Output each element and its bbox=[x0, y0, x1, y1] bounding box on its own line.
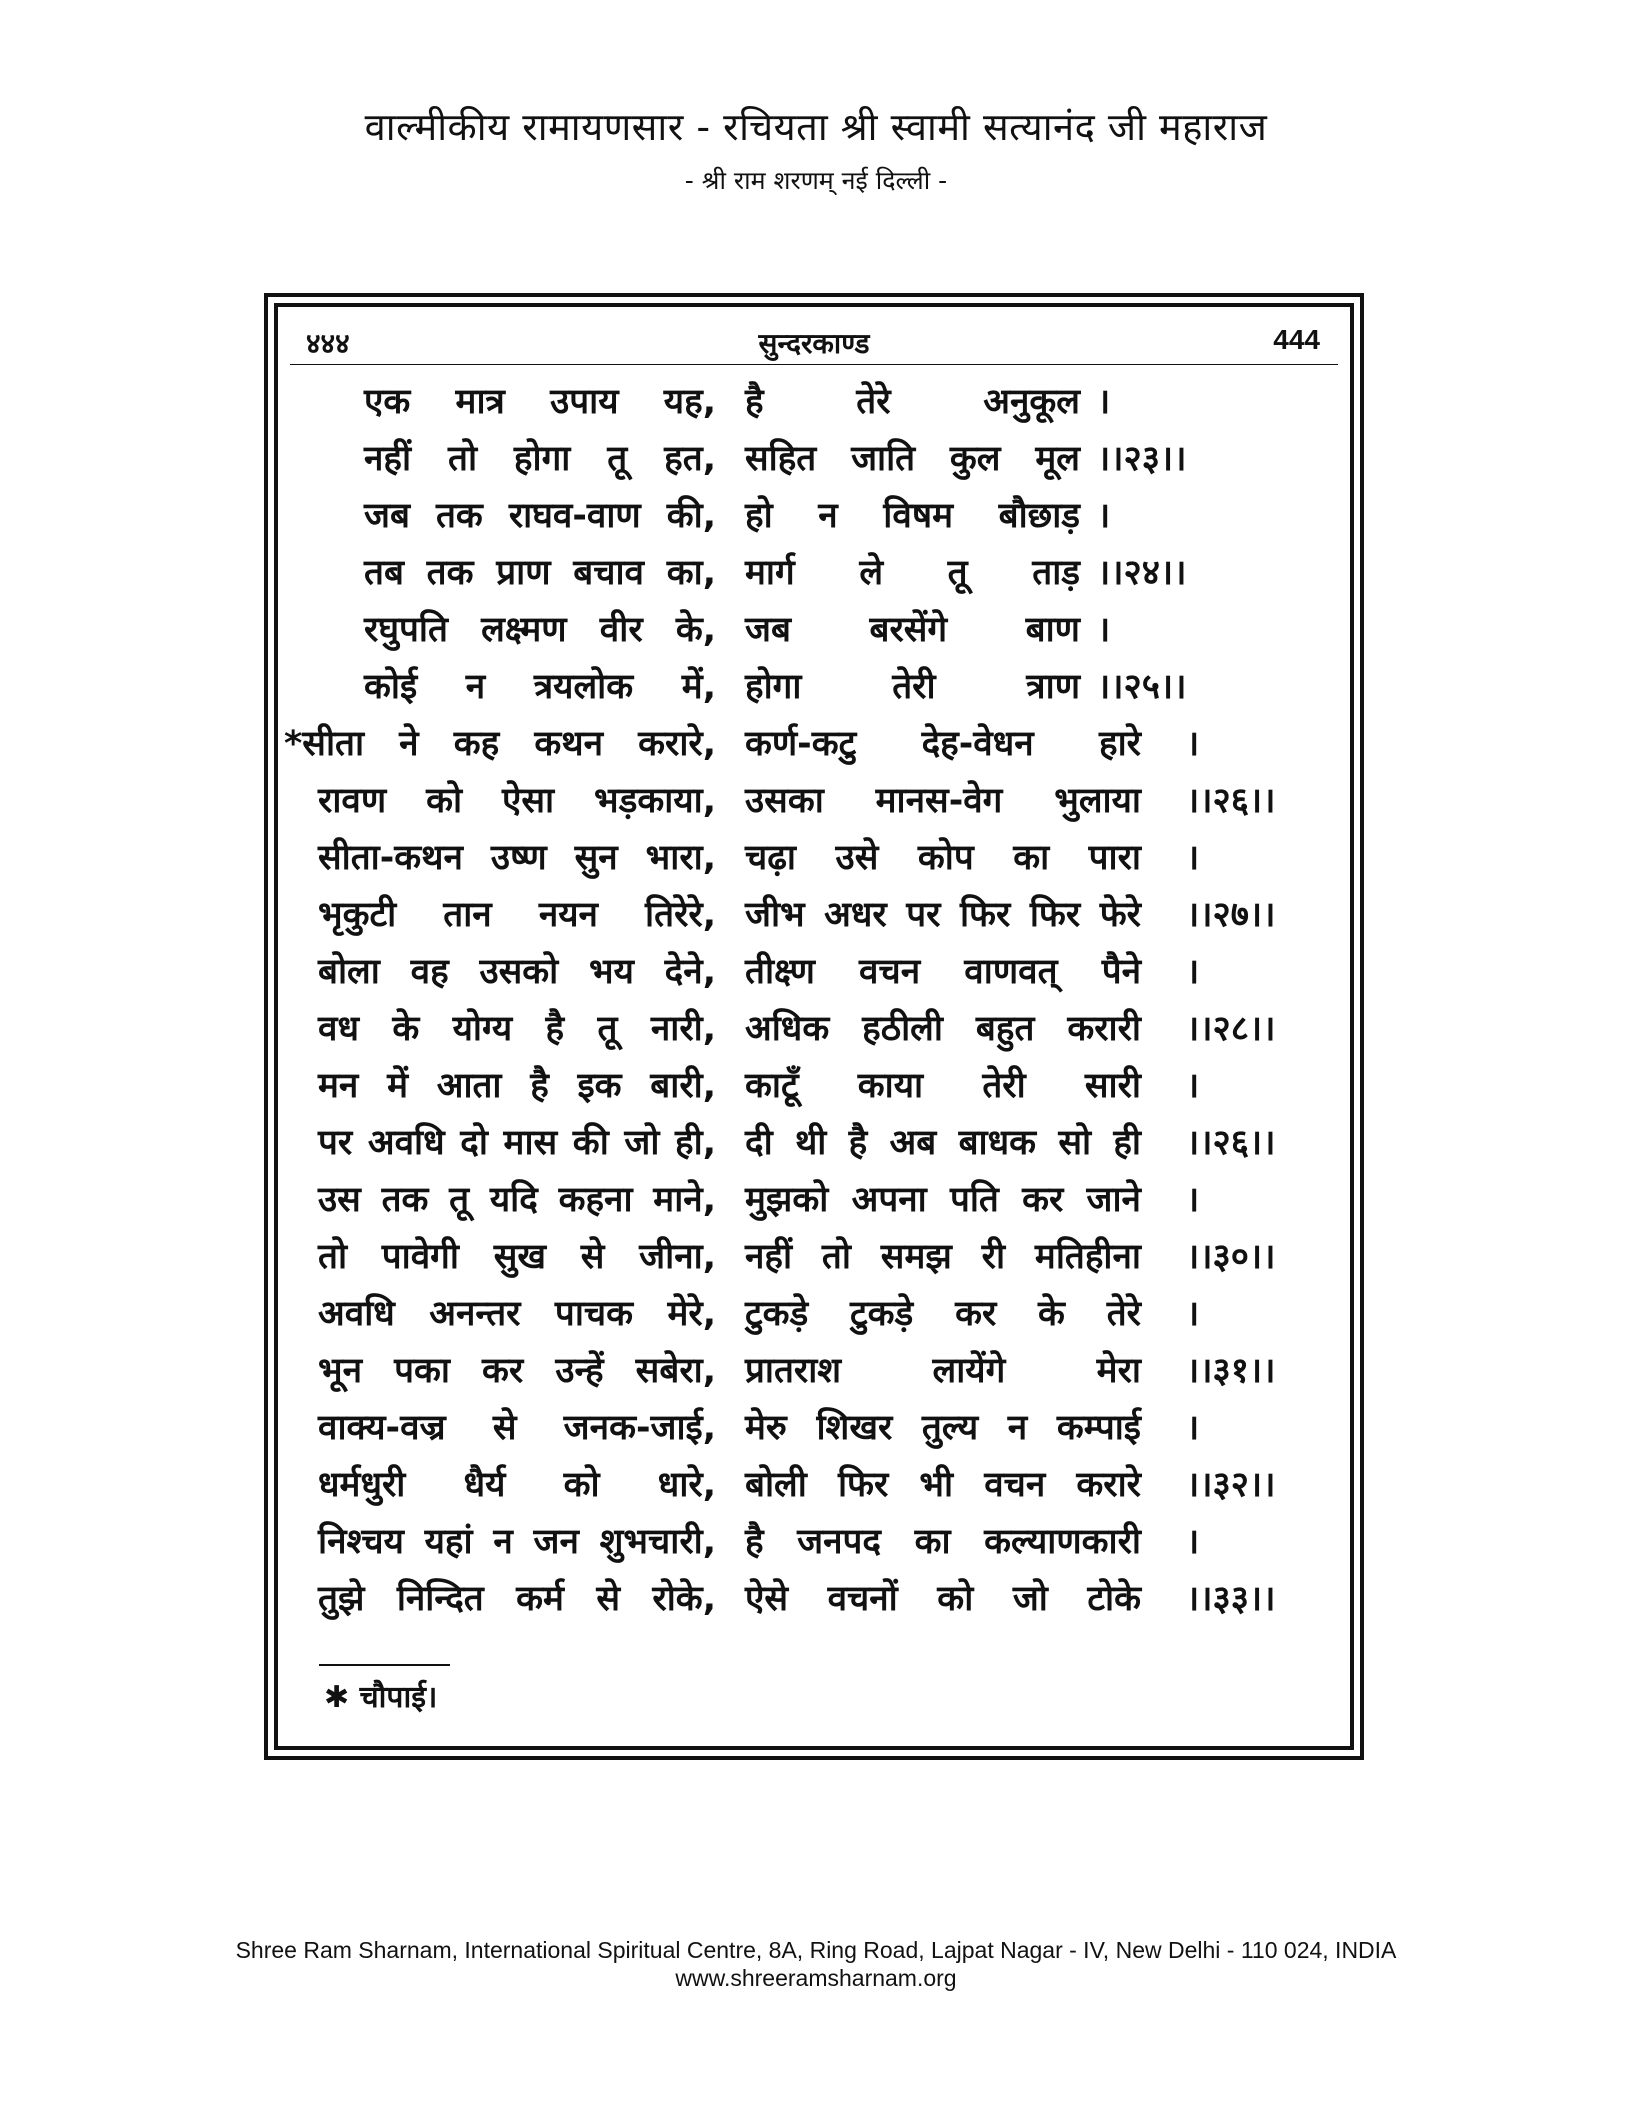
footer-address: Shree Ram Sharnam, International Spiritual Centre, 8A, Ring Road, Lajpat Nagar - IV, New Delhi - 110 024, INDIA bbox=[235, 1937, 1397, 1963]
verse-first-half: वध के योग्य है तू नारी, bbox=[318, 1009, 716, 1049]
page-number: 444 bbox=[1273, 324, 1320, 355]
verse-mark: ।।३२।। bbox=[1186, 1465, 1276, 1505]
verse-mark: ।।२३।। bbox=[1097, 439, 1187, 479]
verse-second-half: सहित जाति कुल मूल bbox=[745, 439, 1080, 479]
verse-second-half: चढ़ा उसे कोप का पारा bbox=[745, 838, 1141, 878]
verse-first-half: जब तक राघव-वाण की, bbox=[364, 496, 716, 536]
verse-second-half: है तेरे अनुकूल bbox=[745, 382, 1080, 422]
verse-mark: । bbox=[1097, 382, 1111, 422]
page-frame bbox=[264, 293, 1364, 1760]
book-title: वाल्मीकीय रामायणसार - रचियता श्री स्वामी सत्यानंद जी महाराज bbox=[364, 105, 1268, 149]
verse-mark: ।।२४।। bbox=[1097, 553, 1187, 593]
verse-mark: । bbox=[1186, 952, 1200, 992]
verse-mark: ।।३३।। bbox=[1186, 1579, 1276, 1619]
publisher-subtitle: - श्री राम शरणम् नई दिल्ली - bbox=[684, 166, 948, 195]
verse-mark: । bbox=[1186, 838, 1200, 878]
verse-first-half: मन में आता है इक बारी, bbox=[318, 1066, 716, 1106]
footnote: ✱ चौपाई। bbox=[324, 1680, 438, 1715]
verse-first-half: रावण को ऐसा भड़काया, bbox=[318, 781, 716, 821]
verse-second-half: तीक्ष्ण वचन वाणवत् पैने bbox=[745, 952, 1141, 992]
verse-first-half: निश्चय यहां न जन शुभचारी, bbox=[318, 1522, 716, 1562]
verse-first-half: एक मात्र उपाय यह, bbox=[364, 382, 716, 422]
verse-mark: । bbox=[1097, 610, 1111, 650]
kanda-heading: सुन्दरकाण्ड bbox=[758, 327, 870, 360]
verse-mark: । bbox=[1186, 1522, 1200, 1562]
verse-mark: ।।३१।। bbox=[1186, 1351, 1276, 1391]
verse-second-half: दी थी है अब बाधक सो ही bbox=[745, 1123, 1141, 1163]
verse-first-half: सीता-कथन उष्ण सुन भारा, bbox=[318, 838, 716, 878]
verse-second-half: मुझको अपना पति कर जाने bbox=[745, 1180, 1141, 1220]
verse-first-half: कोई न त्रयलोक में, bbox=[364, 667, 716, 707]
verse-first-half: पर अवधि दो मास की जो ही, bbox=[318, 1123, 716, 1163]
verse-first-half: तो पावेगी सुख से जीना, bbox=[318, 1237, 716, 1277]
verse-second-half: उसका मानस-वेग भुलाया bbox=[745, 781, 1141, 821]
verse-second-half: मेरु शिखर तुल्य न कम्पाई bbox=[745, 1408, 1141, 1448]
verse-second-half: अधिक हठीली बहुत करारी bbox=[745, 1009, 1141, 1049]
verse-second-half: मार्ग ले तू ताड़ bbox=[745, 553, 1080, 593]
verse-mark: ।।२५।। bbox=[1097, 667, 1187, 707]
verse-mark: ।।२८।। bbox=[1186, 1009, 1276, 1049]
verse-first-half: तब तक प्राण बचाव का, bbox=[364, 553, 716, 593]
page-number-devanagari: ४४४ bbox=[306, 327, 350, 360]
verse-second-half: हो न विषम बौछाड़ bbox=[745, 496, 1080, 536]
verse-mark: ।।२६।। bbox=[1186, 781, 1276, 821]
verse-first-half: तुझे निन्दित कर्म से रोके, bbox=[318, 1579, 716, 1619]
verse-mark: ।।२७।। bbox=[1186, 895, 1276, 935]
verse-second-half: जब बरसेंगे बाण bbox=[745, 610, 1080, 650]
verse-second-half: काटूँ काया तेरी सारी bbox=[745, 1066, 1141, 1106]
verse-second-half: होगा तेरी त्राण bbox=[745, 667, 1080, 707]
verse-first-half: धर्मधुरी धैर्य को धारे, bbox=[318, 1465, 716, 1505]
verse-first-half: भृकुटी तान नयन तिरेरे, bbox=[318, 895, 716, 935]
verse-second-half: ऐसे वचनों को जो टोके bbox=[745, 1579, 1141, 1619]
verse-mark: । bbox=[1186, 724, 1200, 764]
verse-first-half: *सीता ने कह कथन करारे, bbox=[284, 724, 716, 764]
verse-first-half: अवधि अनन्तर पाचक मेरे, bbox=[318, 1294, 716, 1334]
verse-first-half: रघुपति लक्ष्मण वीर के, bbox=[364, 610, 716, 650]
verse-second-half: टुकड़े टुकड़े कर के तेरे bbox=[745, 1294, 1141, 1334]
footer-website: www.shreeramsharnam.org bbox=[675, 1965, 957, 1991]
verse-second-half: नहीं तो समझ री मतिहीना bbox=[745, 1237, 1141, 1277]
header-rule bbox=[290, 364, 1338, 365]
verse-mark: । bbox=[1186, 1294, 1200, 1334]
verse-second-half: कर्ण-कटु देह-वेधन हारे bbox=[745, 724, 1141, 764]
verse-second-half: बोली फिर भी वचन करारे bbox=[745, 1465, 1141, 1505]
footnote-rule bbox=[319, 1664, 450, 1666]
verse-first-half: बोला वह उसको भय देने, bbox=[318, 952, 716, 992]
verse-mark: । bbox=[1186, 1408, 1200, 1448]
verse-mark: । bbox=[1186, 1066, 1200, 1106]
verse-second-half: जीभ अधर पर फिर फिर फेरे bbox=[745, 895, 1141, 935]
verse-first-half: भून पका कर उन्हें सबेरा, bbox=[318, 1351, 716, 1391]
verse-second-half: है जनपद का कल्याणकारी bbox=[745, 1522, 1141, 1562]
verse-first-half: वाक्य-वज्र से जनक-जाई, bbox=[318, 1408, 716, 1448]
verse-first-half: नहीं तो होगा तू हत, bbox=[364, 439, 716, 479]
verse-second-half: प्रातराश लायेंगे मेरा bbox=[745, 1351, 1141, 1391]
verse-mark: । bbox=[1097, 496, 1111, 536]
verse-mark: ।।२६।। bbox=[1186, 1123, 1276, 1163]
verse-mark: ।।३०।। bbox=[1186, 1237, 1276, 1277]
verse-first-half: उस तक तू यदि कहना माने, bbox=[318, 1180, 716, 1220]
verse-mark: । bbox=[1186, 1180, 1200, 1220]
